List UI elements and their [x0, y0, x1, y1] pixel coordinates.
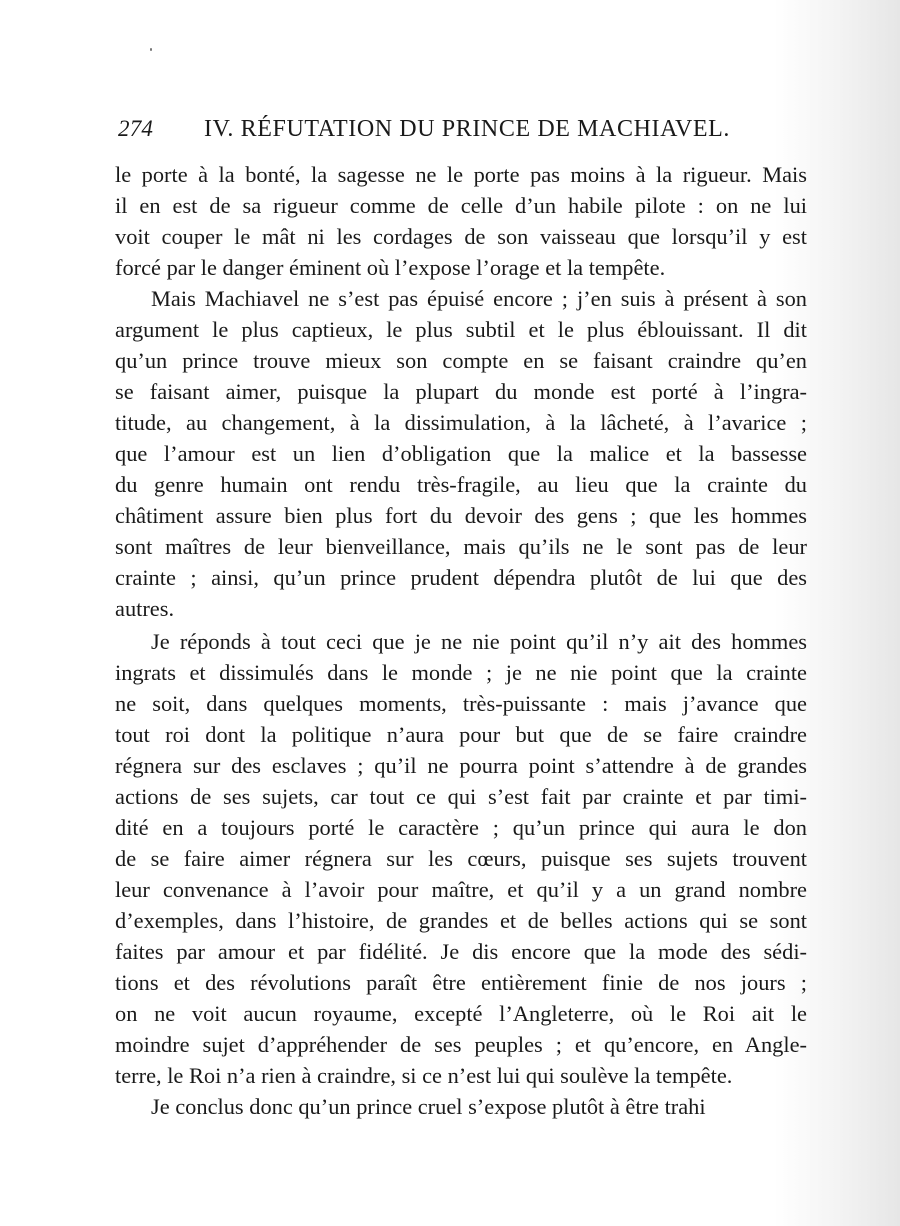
text-line: se faisant aimer, puisque la plupart du monde est porté à l’ingra-: [115, 379, 807, 404]
text-line: argument le plus captieux, le plus subtil et le plus éblouissant. Il dit: [115, 317, 807, 342]
running-head: [118, 112, 808, 148]
text-line: tions et des révolutions paraît être entièrement finie de nos jours ;: [115, 970, 807, 995]
text-line: crainte ; ainsi, qu’un prince prudent dépendra plutôt de lui que des: [115, 565, 807, 590]
text-line: que l’amour est un lien d’obligation que la malice et la bassesse: [115, 441, 807, 466]
text-line: Mais Machiavel ne s’est pas épuisé encore ; j’en suis à présent à son: [151, 286, 807, 311]
text-line: faites par amour et par fidélité. Je dis encore que la mode des sédi-: [115, 939, 807, 964]
running-title: IV. RÉFUTATION DU PRINCE DE MACHIAVEL.: [204, 116, 731, 142]
paper-speck: [150, 48, 152, 51]
page-number: 274: [118, 116, 154, 141]
text-line: Je réponds à tout ceci que je ne nie point qu’il n’y ait des hommes: [151, 629, 807, 654]
text-line: on ne voit aucun royaume, excepté l’Angleterre, où le Roi ait le: [115, 1001, 807, 1026]
text-line: actions de ses sujets, car tout ce qui s’est fait par crainte et par timi-: [115, 784, 807, 809]
text-line: dité en a toujours porté le caractère ; qu’un prince qui aura le don: [115, 815, 807, 840]
text-line: voit couper le mât ni les cordages de son vaisseau que lorsqu’il y est: [115, 224, 807, 249]
text-line: le porte à la bonté, la sagesse ne le porte pas moins à la rigueur. Mais: [115, 162, 807, 187]
text-line: qu’un prince trouve mieux son compte en se faisant craindre qu’en: [115, 348, 807, 373]
body-text: [115, 159, 807, 1122]
text-line: leur convenance à l’avoir pour maître, et qu’il y a un grand nombre: [115, 877, 807, 902]
text-line: il en est de sa rigueur comme de celle d’un habile pilote : on ne lui: [115, 193, 807, 218]
text-line: forcé par le danger éminent où l’expose l’orage et la tempête.: [115, 255, 666, 280]
text-line: sont maîtres de leur bienveillance, mais qu’ils ne le sont pas de leur: [115, 534, 807, 559]
text-line: du genre humain ont rendu très-fragile, au lieu que la crainte du: [115, 472, 807, 497]
text-line: de se faire aimer régnera sur les cœurs, puisque ses sujets trouvent: [115, 846, 807, 871]
text-line: autres.: [115, 596, 175, 621]
text-line: tout roi dont la politique n’aura pour but que de se faire craindre: [115, 722, 807, 747]
text-line: terre, le Roi n’a rien à craindre, si ce n’est lui qui soulève la tempête.: [115, 1063, 733, 1088]
text-line: titude, au changement, à la dissimulation, à la lâcheté, à l’avarice ;: [115, 410, 807, 435]
text-line: d’exemples, dans l’histoire, de grandes et de belles actions qui se sont: [115, 908, 807, 933]
text-line: moindre sujet d’appréhender de ses peuples ; et qu’encore, en Angle-: [115, 1032, 807, 1057]
text-line: ne soit, dans quelques moments, très-puissante : mais j’avance que: [115, 691, 807, 716]
text-line: châtiment assure bien plus fort du devoir des gens ; que les hommes: [115, 503, 807, 528]
text-line: régnera sur des esclaves ; qu’il ne pourra point s’attendre à de grandes: [115, 753, 807, 778]
text-line: Je conclus donc qu’un prince cruel s’expose plutôt à être trahi: [151, 1094, 706, 1119]
text-line: ingrats et dissimulés dans le monde ; je ne nie point que la crainte: [115, 660, 807, 685]
